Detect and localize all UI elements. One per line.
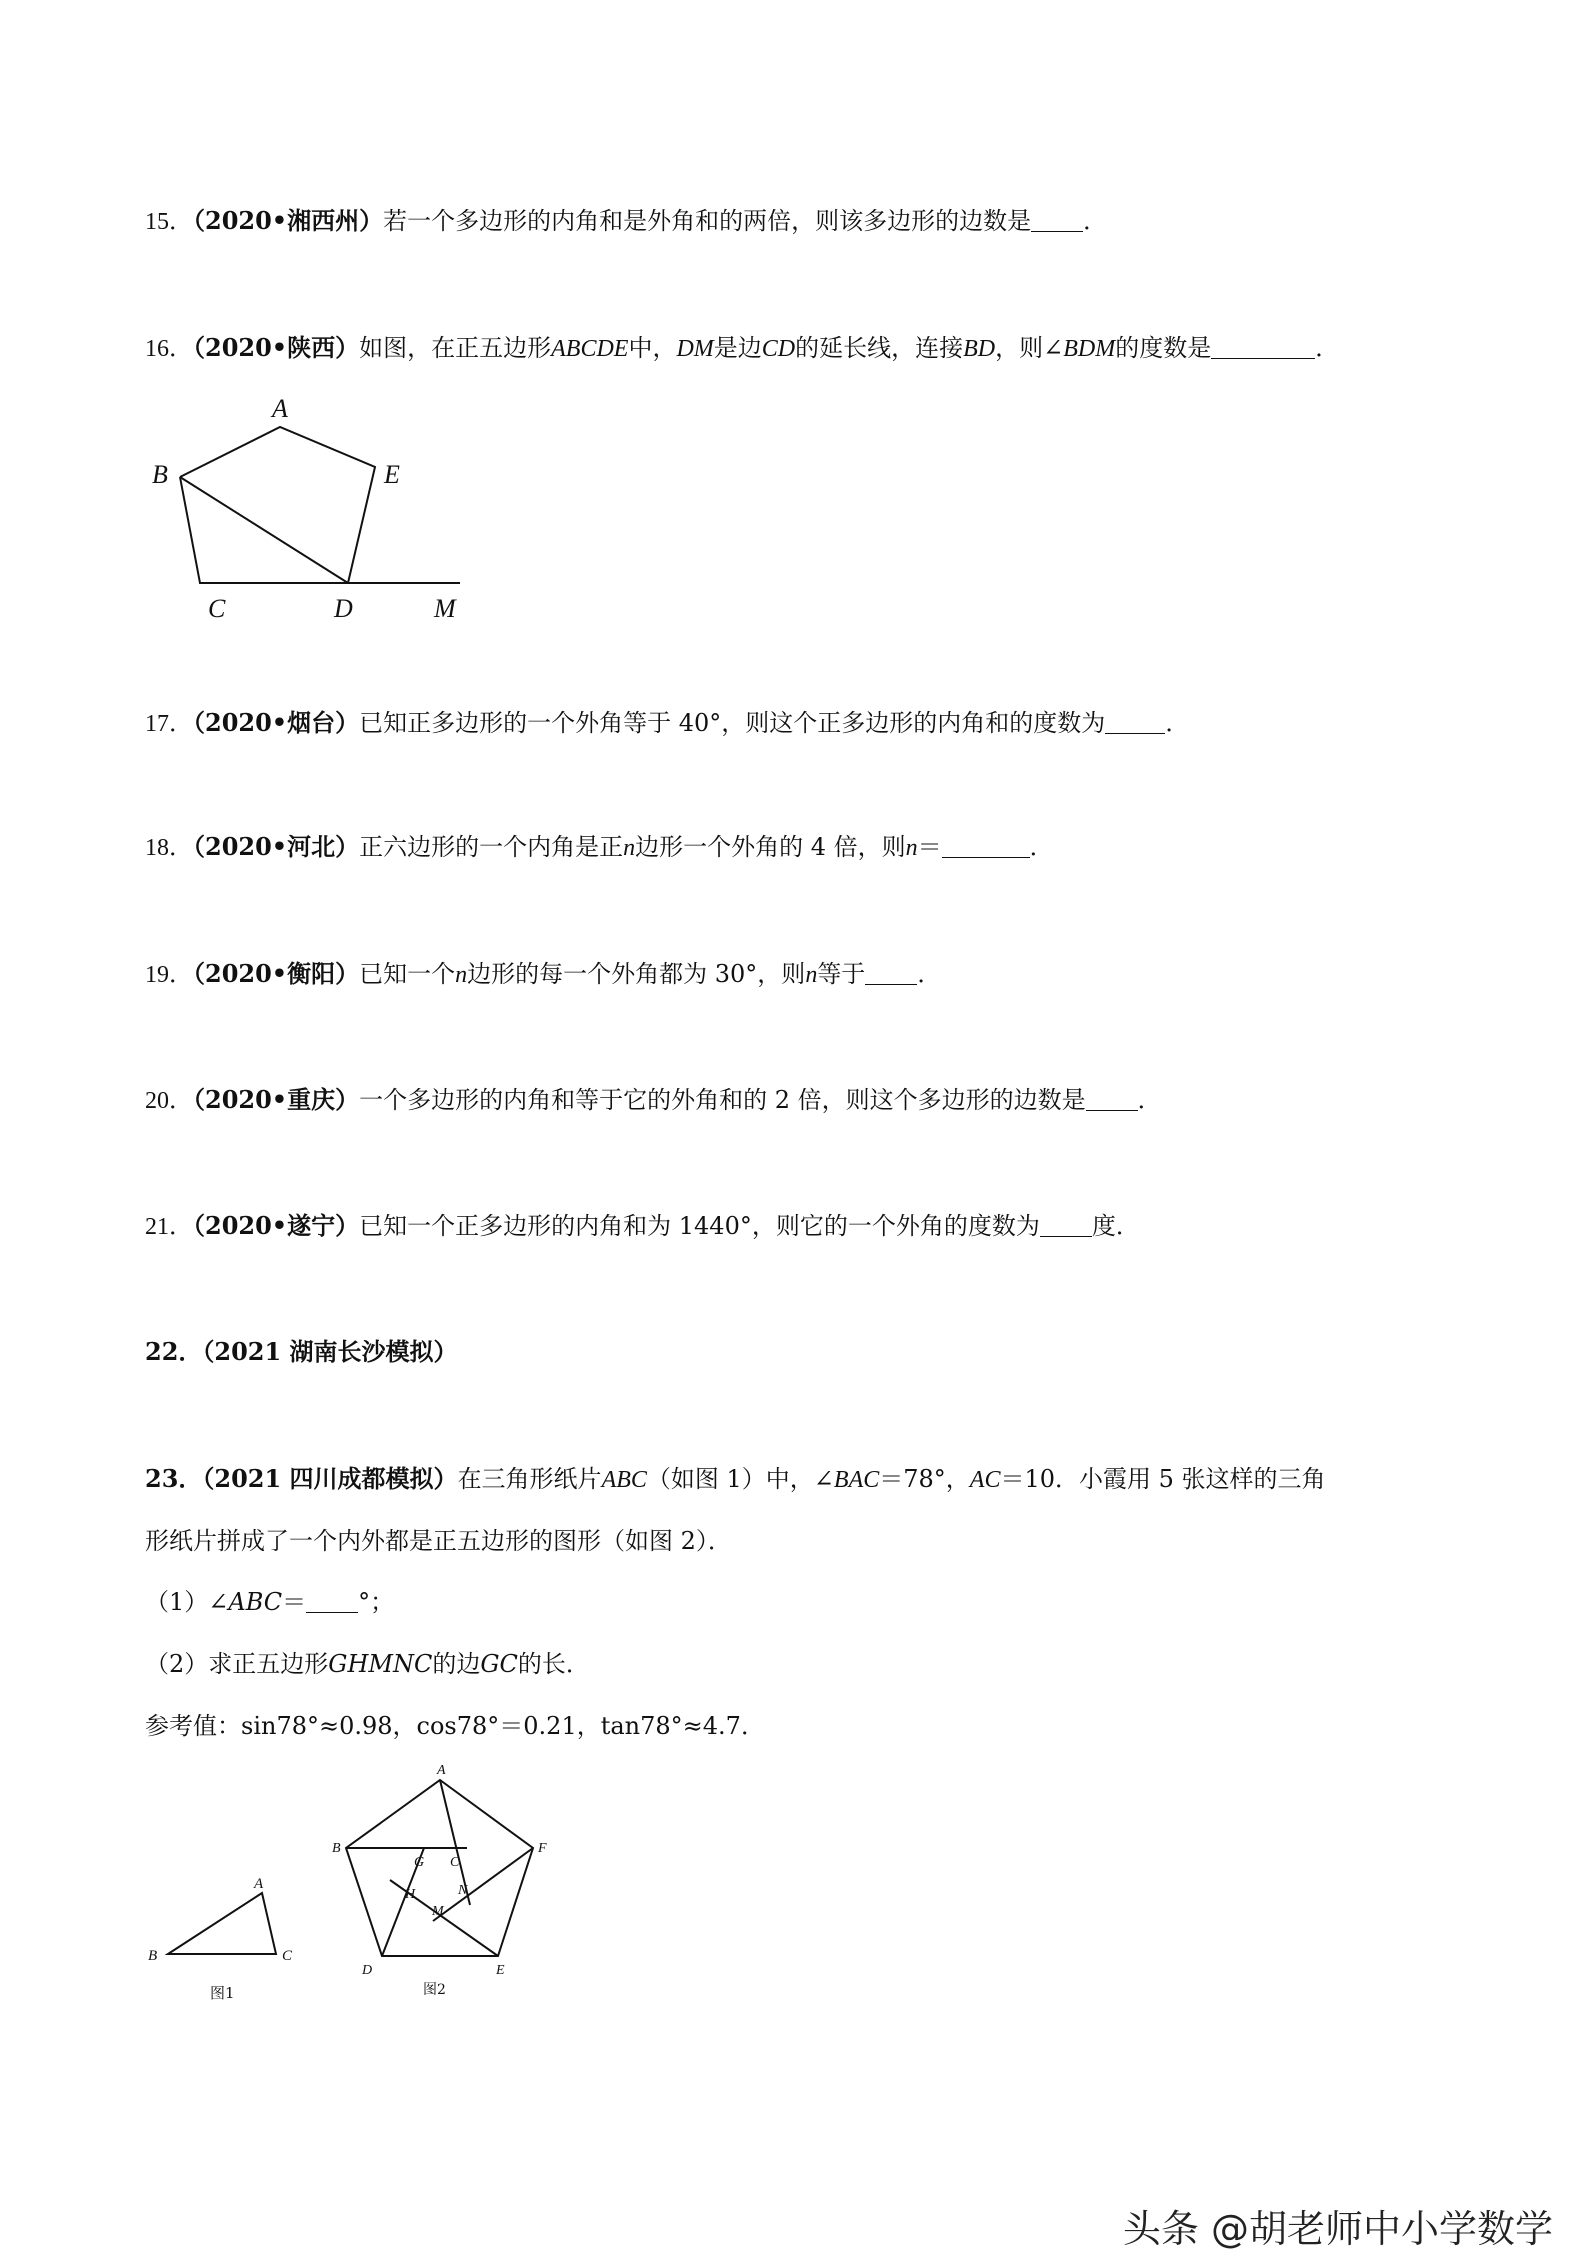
question-text: ，则∠ <box>995 334 1064 362</box>
vertex-label-d: D <box>334 594 353 623</box>
question-text: ＝ <box>917 833 942 861</box>
vertex-label-c: C <box>208 594 226 623</box>
triangle-figure-1 <box>140 1860 310 2010</box>
punct: ． <box>1165 709 1190 737</box>
question-16 <box>145 331 1339 366</box>
answer-blank[interactable] <box>1086 1088 1138 1111</box>
math-var: GHMNC <box>328 1650 433 1678</box>
vertex-label-n: N <box>458 1883 468 1898</box>
question-text: 若一个多边形的内角和是外角和的两倍，则该多边形的边数是 <box>383 207 1032 235</box>
answer-blank[interactable] <box>1211 336 1315 359</box>
question-number: 20． <box>145 1088 193 1114</box>
vertex-label-g: G <box>414 1855 425 1870</box>
question-title: 22．（2021 湖南长沙模拟） <box>145 1337 458 1366</box>
question-19 <box>145 957 941 992</box>
question-source: （2020•河北） <box>193 832 360 861</box>
vertex-label-e: E <box>384 460 400 489</box>
question-text: （如图 1）中，∠ <box>646 1465 834 1493</box>
punct: ． <box>917 960 942 988</box>
math-var: BD <box>963 336 996 362</box>
math-var: BAC <box>833 1467 880 1493</box>
question-23-line-2: 形纸片拼成了一个内外都是正五边形的图形（如图 2）． <box>145 1527 732 1555</box>
math-var: n <box>805 962 818 988</box>
math-var: n <box>905 835 918 861</box>
question-text: 中， <box>628 334 677 362</box>
question-22 <box>145 1335 458 1369</box>
question-text: 等于 <box>817 960 866 988</box>
question-text: 一个多边形的内角和等于它的外角和的 2 倍，则这个多边形的边数是 <box>359 1086 1086 1114</box>
question-20 <box>145 1083 1162 1118</box>
reference-values: 参考值：sin78°≈0.98，cos78°＝0.21，tan78°≈4.7． <box>145 1712 765 1740</box>
vertex-label-m: M <box>434 594 456 623</box>
question-number: 21． <box>145 1214 193 1240</box>
question-23 <box>145 1462 1326 1497</box>
question-15 <box>145 204 1107 239</box>
watermark: 头条 @胡老师中小学数学 <box>1122 2207 1553 2251</box>
math-var: ABC <box>228 1588 283 1616</box>
math-var: BDM <box>1063 336 1116 362</box>
question-source: （2020•重庆） <box>193 1085 360 1114</box>
question-number: 16． <box>145 336 193 362</box>
question-17 <box>145 706 1189 741</box>
vertex-label-b: B <box>148 1948 158 1964</box>
vertex-label-h: H <box>405 1887 416 1902</box>
answer-blank[interactable] <box>1031 209 1083 232</box>
vertex-label-b: B <box>332 1841 341 1856</box>
vertex-label-e: E <box>496 1963 505 1978</box>
question-text: （1）∠ <box>145 1588 229 1616</box>
question-text: 的边 <box>432 1650 481 1678</box>
question-source: （2020•湘西州） <box>193 206 384 235</box>
pentagon-figure-2 <box>320 1760 560 2010</box>
vertex-label-b: B <box>152 460 168 489</box>
question-text: 边形的每一个外角都为 30°，则 <box>467 960 806 988</box>
question-number: 19． <box>145 962 193 988</box>
question-source: （2020•陕西） <box>193 333 360 362</box>
question-text: 已知一个正多边形的内角和为 1440°，则它的一个外角的度数为 <box>359 1212 1040 1240</box>
question-text: 是边 <box>713 334 762 362</box>
question-number: 17． <box>145 711 193 737</box>
vertex-label-a: A <box>254 1876 264 1892</box>
vertex-label-f: F <box>538 1841 547 1856</box>
question-text: ＝ <box>282 1588 307 1616</box>
question-source: （2020•遂宁） <box>193 1211 360 1240</box>
question-text: 的度数是 <box>1115 334 1212 362</box>
question-18 <box>145 830 1054 865</box>
question-text: 的长． <box>517 1650 590 1678</box>
punct: 度． <box>1091 1212 1140 1240</box>
math-var: ABCDE <box>551 336 629 362</box>
math-var: n <box>623 835 636 861</box>
question-text: （2）求正五边形 <box>145 1650 329 1678</box>
vertex-label-c: C <box>450 1855 460 1870</box>
vertex-label-d: D <box>362 1963 373 1978</box>
question-source: （2020•衡阳） <box>193 959 360 988</box>
question-text: 边形一个外角的 4 倍，则 <box>635 833 906 861</box>
question-number: 15． <box>145 209 193 235</box>
punct: ． <box>1083 207 1108 235</box>
figure-caption: 图2 <box>423 1982 446 1998</box>
punct: ． <box>1029 833 1054 861</box>
punct: ． <box>1315 334 1340 362</box>
question-23-part-1 <box>145 1585 394 1619</box>
math-var: GC <box>480 1650 518 1678</box>
question-text: 如图，在正五边形 <box>359 334 552 362</box>
question-text: 正六边形的一个内角是正 <box>359 833 624 861</box>
answer-blank[interactable] <box>306 1590 358 1613</box>
vertex-label-m: M <box>432 1904 444 1919</box>
answer-blank[interactable] <box>1040 1214 1092 1237</box>
question-text: 已知一个 <box>359 960 456 988</box>
question-title: 23．（2021 四川成都模拟） <box>145 1464 458 1493</box>
answer-blank[interactable] <box>1105 711 1165 734</box>
math-var: ABC <box>601 1467 647 1493</box>
question-text: 已知正多边形的一个外角等于 40°，则这个正多边形的内角和的度数为 <box>359 709 1106 737</box>
vertex-label-a: A <box>272 394 288 423</box>
question-text: ＝10．小霞用 5 张这样的三角 <box>1000 1465 1326 1493</box>
math-var: CD <box>761 336 796 362</box>
vertex-label-a: A <box>437 1763 446 1778</box>
punct: ． <box>1137 1086 1162 1114</box>
math-var: AC <box>969 1467 1001 1493</box>
pentagon-figure-16 <box>140 385 480 625</box>
answer-blank[interactable] <box>865 962 917 985</box>
question-23-part-2 <box>145 1647 590 1681</box>
question-text: ＝78°， <box>879 1465 970 1493</box>
answer-blank[interactable] <box>942 835 1030 858</box>
question-number: 18． <box>145 835 193 861</box>
figure-caption: 图1 <box>210 1984 235 2002</box>
math-var: n <box>455 962 468 988</box>
math-var: DM <box>676 336 714 362</box>
question-text: 的延长线，连接 <box>795 334 964 362</box>
vertex-label-c: C <box>282 1948 293 1964</box>
question-source: （2020•烟台） <box>193 708 360 737</box>
question-21 <box>145 1209 1140 1244</box>
question-text: °； <box>358 1588 395 1616</box>
question-text: 在三角形纸片 <box>457 1465 602 1493</box>
